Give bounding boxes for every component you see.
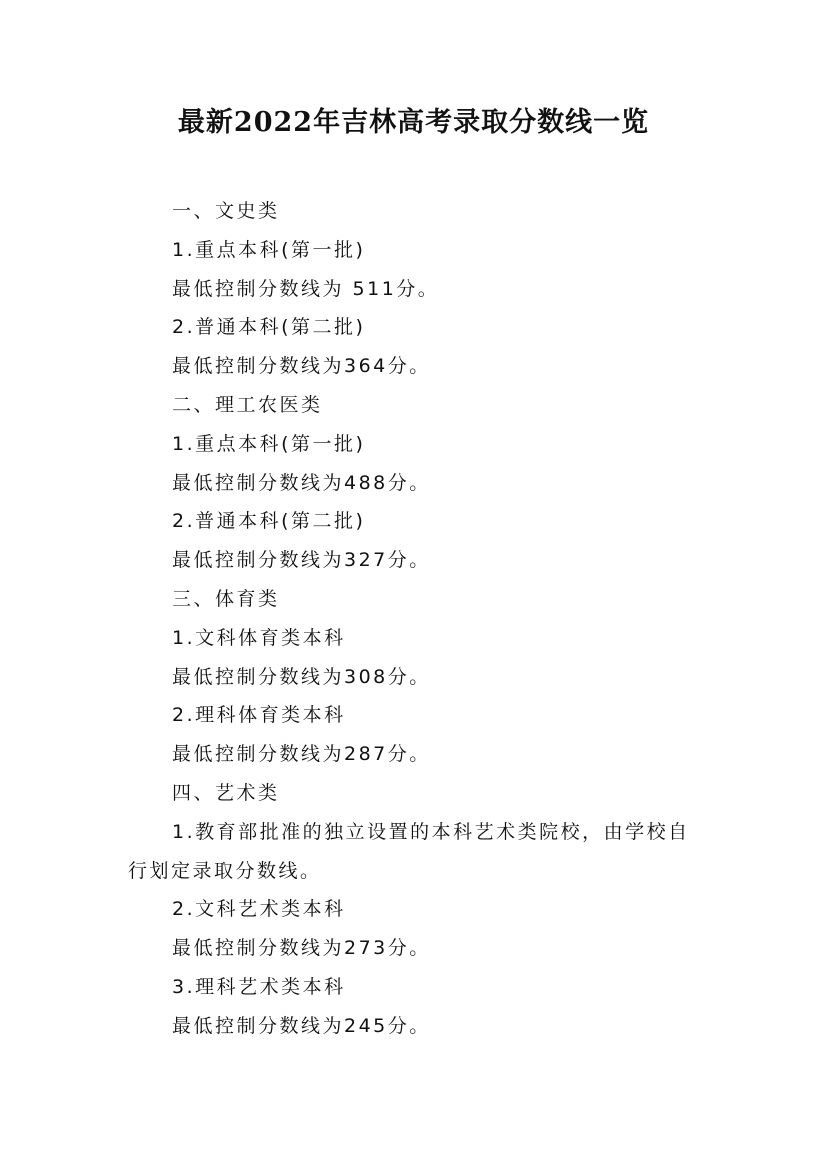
score-line: 最低控制分数线为364分。: [172, 355, 431, 378]
section-heading-art: 四、艺术类: [172, 781, 280, 804]
item-independent-art-colleges: 1.教育部批准的独立设置的本科艺术类院校，由学校自行划定录取分数线。: [128, 820, 690, 882]
score-line: 最低控制分数线为245分。: [172, 1014, 431, 1037]
item-regular-undergrad-batch-2: 2.普通本科(第二批): [172, 510, 366, 533]
item-key-undergrad-batch-1: 1.重点本科(第一批): [172, 432, 366, 455]
score-line: 最低控制分数线为287分。: [172, 743, 431, 766]
section-heading-sports: 三、体育类: [172, 587, 280, 610]
score-line: 最低控制分数线为308分。: [172, 665, 431, 688]
item-science-sports-undergrad: 2.理科体育类本科: [172, 704, 346, 727]
item-arts-sports-undergrad: 1.文科体育类本科: [172, 626, 346, 649]
section-heading-science: 二、理工农医类: [172, 393, 323, 416]
item-regular-undergrad-batch-2: 2.普通本科(第二批): [172, 316, 366, 339]
document-title: 最新2022年吉林高考录取分数线一览: [177, 107, 650, 138]
score-line: 最低控制分数线为488分。: [172, 471, 431, 494]
item-arts-art-undergrad: 2.文科艺术类本科: [172, 898, 346, 921]
item-science-art-undergrad: 3.理科艺术类本科: [172, 975, 346, 998]
section-heading-liberal-arts: 一、文史类: [172, 200, 280, 222]
score-line: 最低控制分数线为327分。: [172, 549, 431, 572]
score-line: 最低控制分数线为 511分。: [172, 277, 440, 300]
score-line: 最低控制分数线为273分。: [172, 937, 431, 960]
item-key-undergrad-batch-1: 1.重点本科(第一批): [172, 238, 366, 261]
document-body: [128, 192, 708, 1046]
